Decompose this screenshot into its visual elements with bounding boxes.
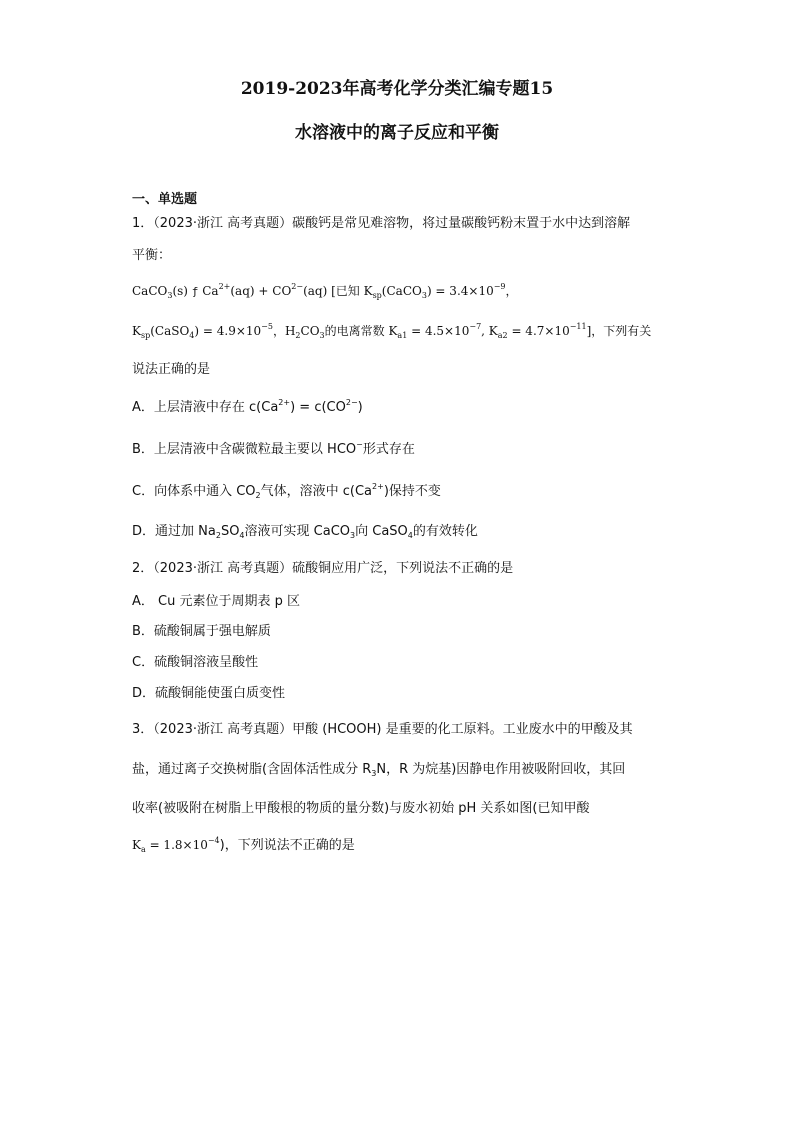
q2-option-c: C．硫酸铜溶液呈酸性 bbox=[132, 655, 259, 670]
q1-option-c: C．向体系中通入 $CO_2$气体，溶液中 $c(Ca^{2+})$保持不变 bbox=[132, 482, 441, 500]
q1-constants-line: $K_{sp}(CaSO_4) = 4.9\times 10^{-5}$，$H_2CO_3$的电离常数 $K_{a1} = 4.5\times 10^{-7}$, $K_{a2} = 4.7\times 10^{-11}$]，下列有关 bbox=[132, 322, 652, 340]
section-heading: 一、单选题 bbox=[132, 192, 198, 207]
q2-option-a: A． Cu 元素位于周期表 p 区 bbox=[132, 594, 300, 609]
q2-stem: 2．（2023·浙江 高考真题）硫酸铜应用广泛，下列说法不正确的是 bbox=[132, 561, 514, 576]
document-title: 2019-2023年高考化学分类汇编专题15 bbox=[240, 79, 554, 99]
q1-equilibrium-equation: CaCO$_3$(s) ƒ $Ca^{2+}(aq) + CO^{2-}(aq)$ [已知 $K_{sp}(CaCO_3) = 3.4\times 10^{-9}$， bbox=[132, 282, 518, 300]
q3-stem-line4: $K_a = 1.8\times 10^{-4}$)，下列说法不正确的是 bbox=[132, 836, 355, 854]
q3-stem-line3: 收率(被吸附在树脂上甲酸根的物质的量分数)与废水初始 pH 关系如图(已知甲酸 bbox=[132, 801, 590, 816]
q1-option-a: A．上层清液中存在 $c(Ca^{2+}) = c(CO^{2-})$ bbox=[132, 398, 363, 415]
q2-option-d: D．硫酸铜能使蛋白质变性 bbox=[132, 686, 286, 701]
document-subtitle: 水溶液中的离子反应和平衡 bbox=[295, 123, 499, 143]
q3-stem-line2: 盐，通过离子交换树脂(含固体活性成分 $R_3N$，R 为烷基)因静电作用被吸附回收，其回 bbox=[132, 762, 626, 778]
q3-stem-line1: 3．（2023·浙江 高考真题）甲酸 (HCOOH) 是重要的化工原料。工业废水中的甲酸及其 bbox=[132, 722, 633, 737]
q1-option-d: D．通过加 $Na_2SO_4$溶液可实现 CaCO$_3$向 CaSO$_4$的有效转化 bbox=[132, 524, 478, 540]
q1-stem-line2: 平衡： bbox=[132, 248, 172, 263]
q1-stem-tail: 说法正确的是 bbox=[132, 362, 211, 377]
q1-stem-line1: 1．（2023·浙江 高考真题）碳酸钙是常见难溶物，将过量碳酸钙粉末置于水中达到溶解 bbox=[132, 216, 631, 231]
q2-option-b: B．硫酸铜属于强电解质 bbox=[132, 624, 271, 639]
equilibrium-arrow-glyph: ƒ bbox=[191, 285, 199, 298]
q1-option-b: B．上层清液中含碳微粒最主要以 HCO−形式存在 bbox=[132, 440, 415, 457]
